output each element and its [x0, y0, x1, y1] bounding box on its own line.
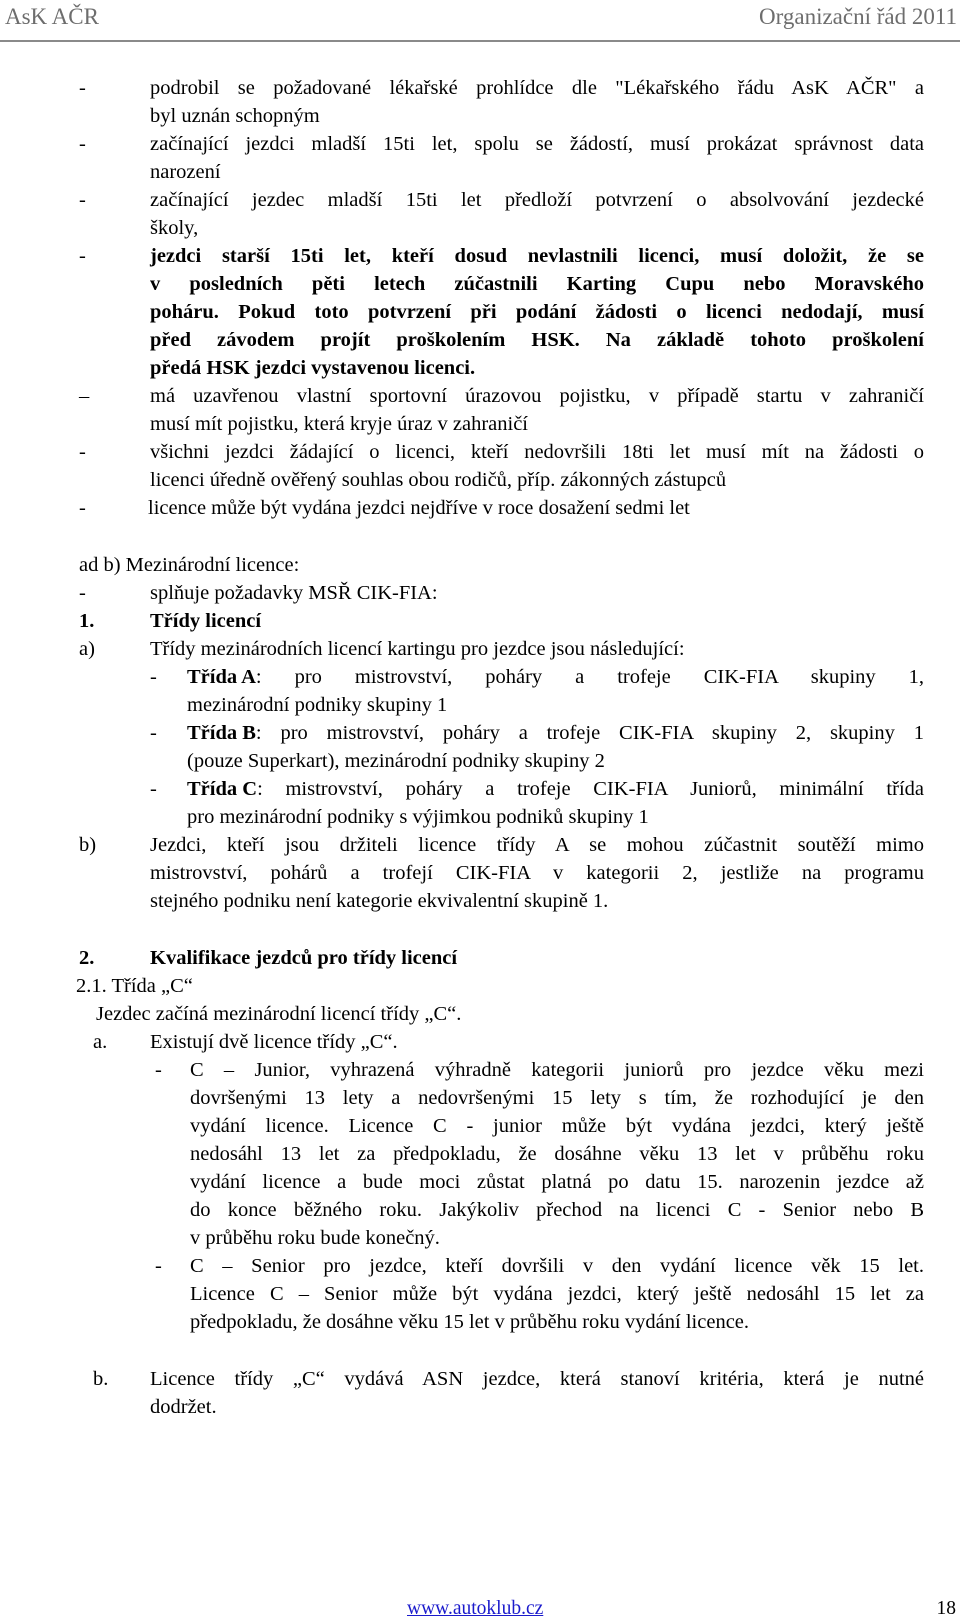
- item-b-line: Jezdci, kteří jsou držiteli licence třídy A se mohou zúčastnit soutěží mimo: [150, 834, 924, 856]
- c-junior-line: vydání licence a bude moci zůstat platná po datu 15. narozenin jezdce až: [190, 1171, 924, 1193]
- section-2-title: Kvalifikace jezdců pro třídy licencí: [150, 947, 458, 969]
- footer-page-number: 18: [936, 1598, 956, 1619]
- dash-marker: -: [79, 497, 86, 519]
- dash-marker: -: [79, 582, 86, 604]
- requirement-line: podrobil se požadované lékařské prohlídce dle "Lékařského řádu AsK AČR" a: [150, 77, 924, 99]
- requirement-line: před závodem projít proškolením HSK. Na základě tohoto proškolení: [150, 329, 924, 351]
- class-a-name: Třída A: [187, 666, 256, 688]
- requirement-line: narození: [150, 161, 221, 183]
- intl-licence-heading: ad b) Mezinárodní licence:: [79, 554, 300, 576]
- page-header: [0, 0, 960, 40]
- class-c-desc-cont: pro mezinárodní podniky s výjimkou podniků skupiny 1: [187, 806, 649, 828]
- section-1-number: 1.: [79, 610, 95, 632]
- c-senior-line: předpokladu, že dosáhne věku 15 let v průběhu roku vydání licence.: [190, 1311, 750, 1333]
- dash-marker: -: [155, 1255, 162, 1277]
- requirement-line: začínající jezdci mladší 15ti let, spolu se žádostí, musí prokázat správnost data: [150, 133, 924, 155]
- requirement-line: poháru. Pokud toto potvrzení při podání žádosti o licenci nedodají, musí: [150, 301, 924, 323]
- point-b-label: b.: [93, 1368, 109, 1390]
- requirement-line: má uzavřenou vlastní sportovní úrazovou pojistku, v případě startu v zahraničí: [150, 385, 924, 407]
- dash-marker: -: [79, 77, 86, 99]
- requirement-line: licenci úředně ověřený souhlas obou rodičů, příp. zákonných zástupců: [150, 469, 727, 491]
- requirement-line: všichni jezdci žádající o licenci, kteří nedovršili 18ti let musí mít na žádosti o: [150, 441, 924, 463]
- class-b-desc-cont: (pouze Superkart), mezinárodní podniky skupiny 2: [187, 750, 605, 772]
- header-organization: AsK AČR: [5, 4, 99, 29]
- c-junior-line: v průběhu roku bude konečný.: [190, 1227, 440, 1249]
- subsection-2-1-text: Jezdec začíná mezinárodní licencí třídy „C“.: [96, 1003, 462, 1025]
- footer-website-link[interactable]: www.autoklub.cz: [407, 1598, 544, 1619]
- class-b-desc: : pro mistrovství, poháry a trofeje CIK-FIA skupiny 2, skupiny 1: [255, 722, 924, 744]
- item-a-label: a): [79, 638, 95, 660]
- requirement-line: byl uznán schopným: [150, 105, 320, 127]
- c-senior-line: C – Senior pro jezdce, kteří dovršili v den vydání licence věk 15 let.: [190, 1255, 924, 1277]
- dash-marker: -: [79, 189, 86, 211]
- class-c-name: Třída C: [187, 778, 258, 800]
- dash-marker: -: [79, 245, 86, 267]
- requirement-line: jezdci starší 15ti let, kteří dosud nevlastnili licenci, musí doložit, že se: [150, 245, 924, 267]
- requirement-line: licence může být vydána jezdci nejdříve v roce dosažení sedmi let: [148, 497, 690, 519]
- dash-marker: -: [150, 778, 157, 800]
- dash-marker: –: [79, 385, 90, 407]
- item-b-label: b): [79, 834, 97, 856]
- requirement-line: v posledních pěti letech zúčastnili Karting Cupu nebo Moravského: [150, 273, 924, 295]
- dash-marker: -: [155, 1059, 162, 1081]
- requirement-line: začínající jezdec mladší 15ti let předloží potvrzení o absolvování jezdecké: [150, 189, 924, 211]
- class-c-desc: : mistrovství, poháry a trofeje CIK-FIA Juniorů, minimální třída: [257, 778, 924, 800]
- class-a-desc: : pro mistrovství, poháry a trofeje CIK-FIA skupiny 1,: [255, 666, 924, 688]
- class-a-line: [187, 663, 924, 692]
- section-1-title: Třídy licencí: [150, 610, 262, 632]
- item-b-line: stejného podniku není kategorie ekvivalentní skupině 1.: [150, 890, 609, 912]
- section-2-number: 2.: [79, 947, 95, 969]
- c-senior-line: Licence C – Senior může být vydána jezdci, který ještě nedosáhl 15 let za: [190, 1283, 924, 1305]
- point-a-text: Existují dvě licence třídy „C“.: [150, 1031, 398, 1053]
- dash-marker: -: [150, 722, 157, 744]
- class-c-line: [187, 775, 924, 804]
- requirement-line: předá HSK jezdci vystavenou licenci.: [150, 357, 476, 379]
- point-a-label: a.: [93, 1031, 108, 1053]
- item-a-text: Třídy mezinárodních licencí kartingu pro jezdce jsou následující:: [150, 638, 685, 660]
- dash-marker: -: [79, 441, 86, 463]
- dash-marker: -: [79, 133, 86, 155]
- header-document-title: Organizační řád 2011: [759, 4, 957, 29]
- header-rule: [0, 40, 960, 42]
- class-b-line: [187, 719, 924, 748]
- class-a-desc-cont: mezinárodní podniky skupiny 1: [187, 694, 448, 716]
- point-b-line: dodržet.: [150, 1396, 217, 1418]
- dash-marker: -: [150, 666, 157, 688]
- c-junior-line: do konce běžného roku. Jakýkoliv přechod na licenci C - Senior nebo B: [190, 1199, 924, 1221]
- c-junior-line: C – Junior, vyhrazená výhradně kategorii juniorů pro jezdce věku mezi: [190, 1059, 924, 1081]
- requirement-line: školy,: [150, 217, 199, 239]
- class-b-name: Třída B: [187, 722, 256, 744]
- subsection-2-1-title: 2.1. Třída „C“: [76, 975, 193, 997]
- item-b-line: mistrovství, pohárů a trofejí CIK-FIA v kategorii 2, jestliže na programu: [150, 862, 924, 884]
- requirement-line: musí mít pojistku, která kryje úraz v zahraničí: [150, 413, 528, 435]
- c-junior-line: vydání licence. Licence C - junior může být vydána jezdci, který ještě: [190, 1115, 924, 1137]
- point-b-line: Licence třídy „C“ vydává ASN jezdce, která stanoví kritéria, která je nutné: [150, 1368, 924, 1390]
- c-junior-line: dovršenými 13 lety a nedovršenými 15 lety s tím, že rozhodující je den: [190, 1087, 924, 1109]
- cik-requirement: splňuje požadavky MSŘ CIK-FIA:: [150, 582, 438, 604]
- c-junior-line: nedosáhl 13 let za předpokladu, že dosáhne věku 13 let v průběhu roku: [190, 1143, 924, 1165]
